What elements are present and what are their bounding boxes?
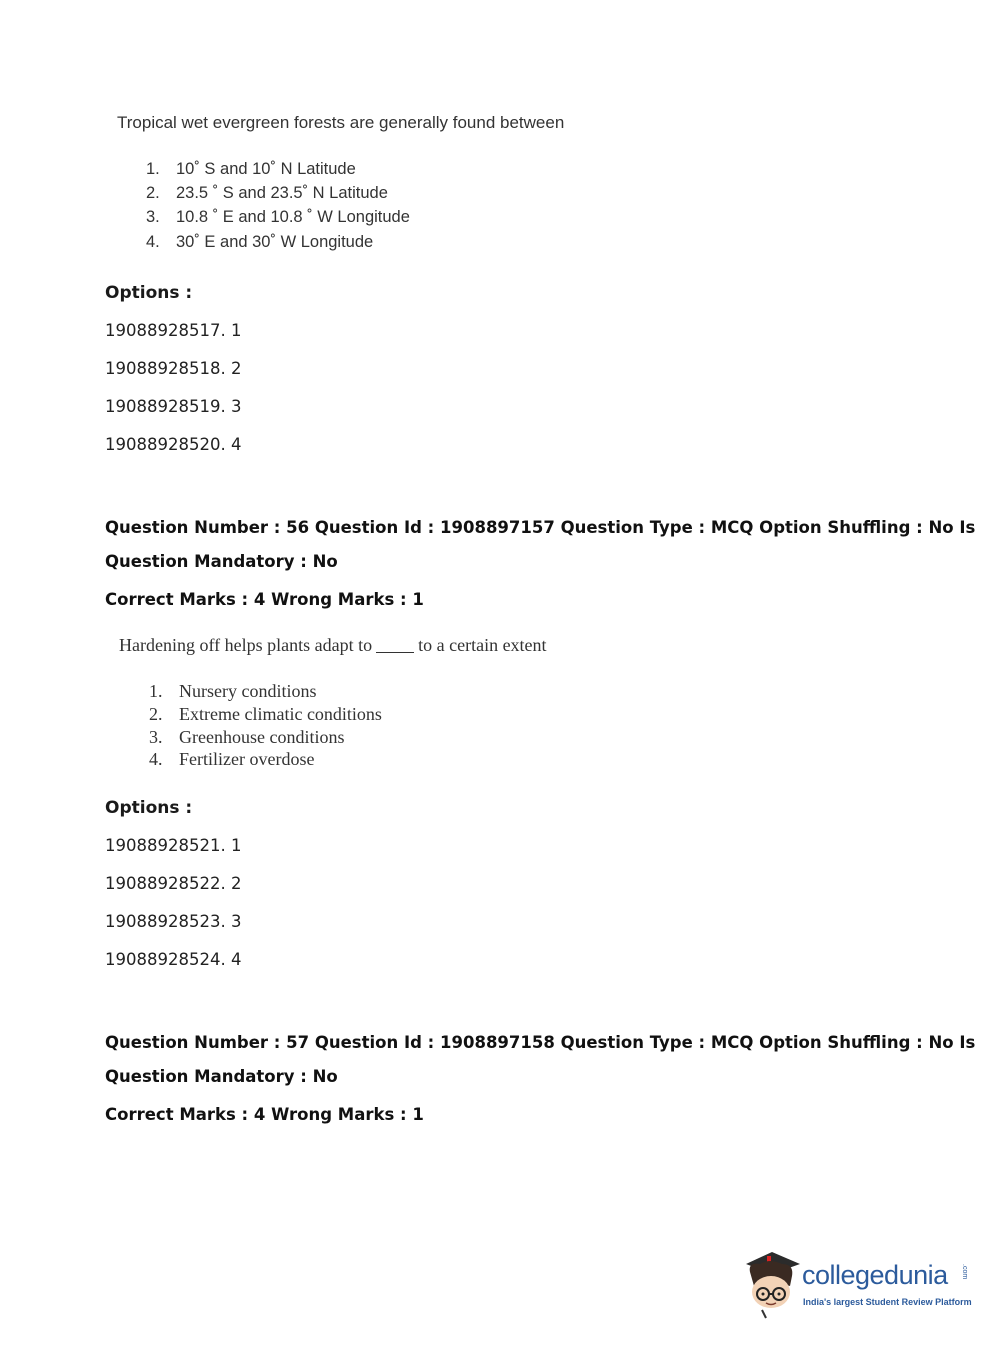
- question-meta-header: Question Number : 57 Question Id : 1908897158 Question Type : MCQ Option Shuffling : No Is: [105, 1033, 976, 1052]
- option-id: 19088928524. 4: [105, 950, 242, 969]
- choice-item: 2. Extreme climatic conditions: [149, 704, 382, 724]
- choice-item: 1. 10˚ S and 10˚ N Latitude: [146, 160, 356, 178]
- question-marks: Correct Marks : 4 Wrong Marks : 1: [105, 590, 424, 609]
- logo-dotcom: .com: [961, 1264, 968, 1280]
- option-id: 19088928523. 3: [105, 912, 242, 931]
- option-id: 19088928520. 4: [105, 435, 242, 454]
- option-id: 19088928517. 1: [105, 321, 242, 340]
- logo-wordmark: collegedunia: [802, 1260, 948, 1290]
- question-meta-header: Question Number : 56 Question Id : 1908897157 Question Type : MCQ Option Shuffling : No Is: [105, 518, 976, 537]
- choice-item: 2. 23.5 ˚ S and 23.5˚ N Latitude: [146, 184, 388, 202]
- question-mandatory: Question Mandatory : No: [105, 1067, 338, 1086]
- choice-item: 4. 30˚ E and 30˚ W Longitude: [146, 233, 374, 251]
- logo-tagline: India's largest Student Review Platform: [803, 1297, 972, 1307]
- choice-item: 3. Greenhouse conditions: [149, 727, 345, 747]
- option-id: 19088928518. 2: [105, 359, 242, 378]
- collegedunia-logo: [742, 1250, 972, 1320]
- mascot-icon: [742, 1250, 804, 1320]
- option-id: 19088928519. 3: [105, 397, 242, 416]
- fill-in-blank: [376, 652, 414, 653]
- choice-item: 1. Nursery conditions: [149, 681, 317, 701]
- question-stem: Hardening off helps plants adapt to to a certain extent: [119, 635, 547, 655]
- choice-item: 4. Fertilizer overdose: [149, 749, 315, 769]
- choice-item: 3. 10.8 ˚ E and 10.8 ˚ W Longitude: [146, 208, 410, 226]
- options-label: Options :: [105, 798, 193, 818]
- option-id: 19088928522. 2: [105, 874, 242, 893]
- question-stem: Tropical wet evergreen forests are generally found between: [117, 113, 565, 132]
- question-mandatory: Question Mandatory : No: [105, 552, 338, 571]
- options-label: Options :: [105, 283, 193, 303]
- question-marks: Correct Marks : 4 Wrong Marks : 1: [105, 1105, 424, 1124]
- option-id: 19088928521. 1: [105, 836, 242, 855]
